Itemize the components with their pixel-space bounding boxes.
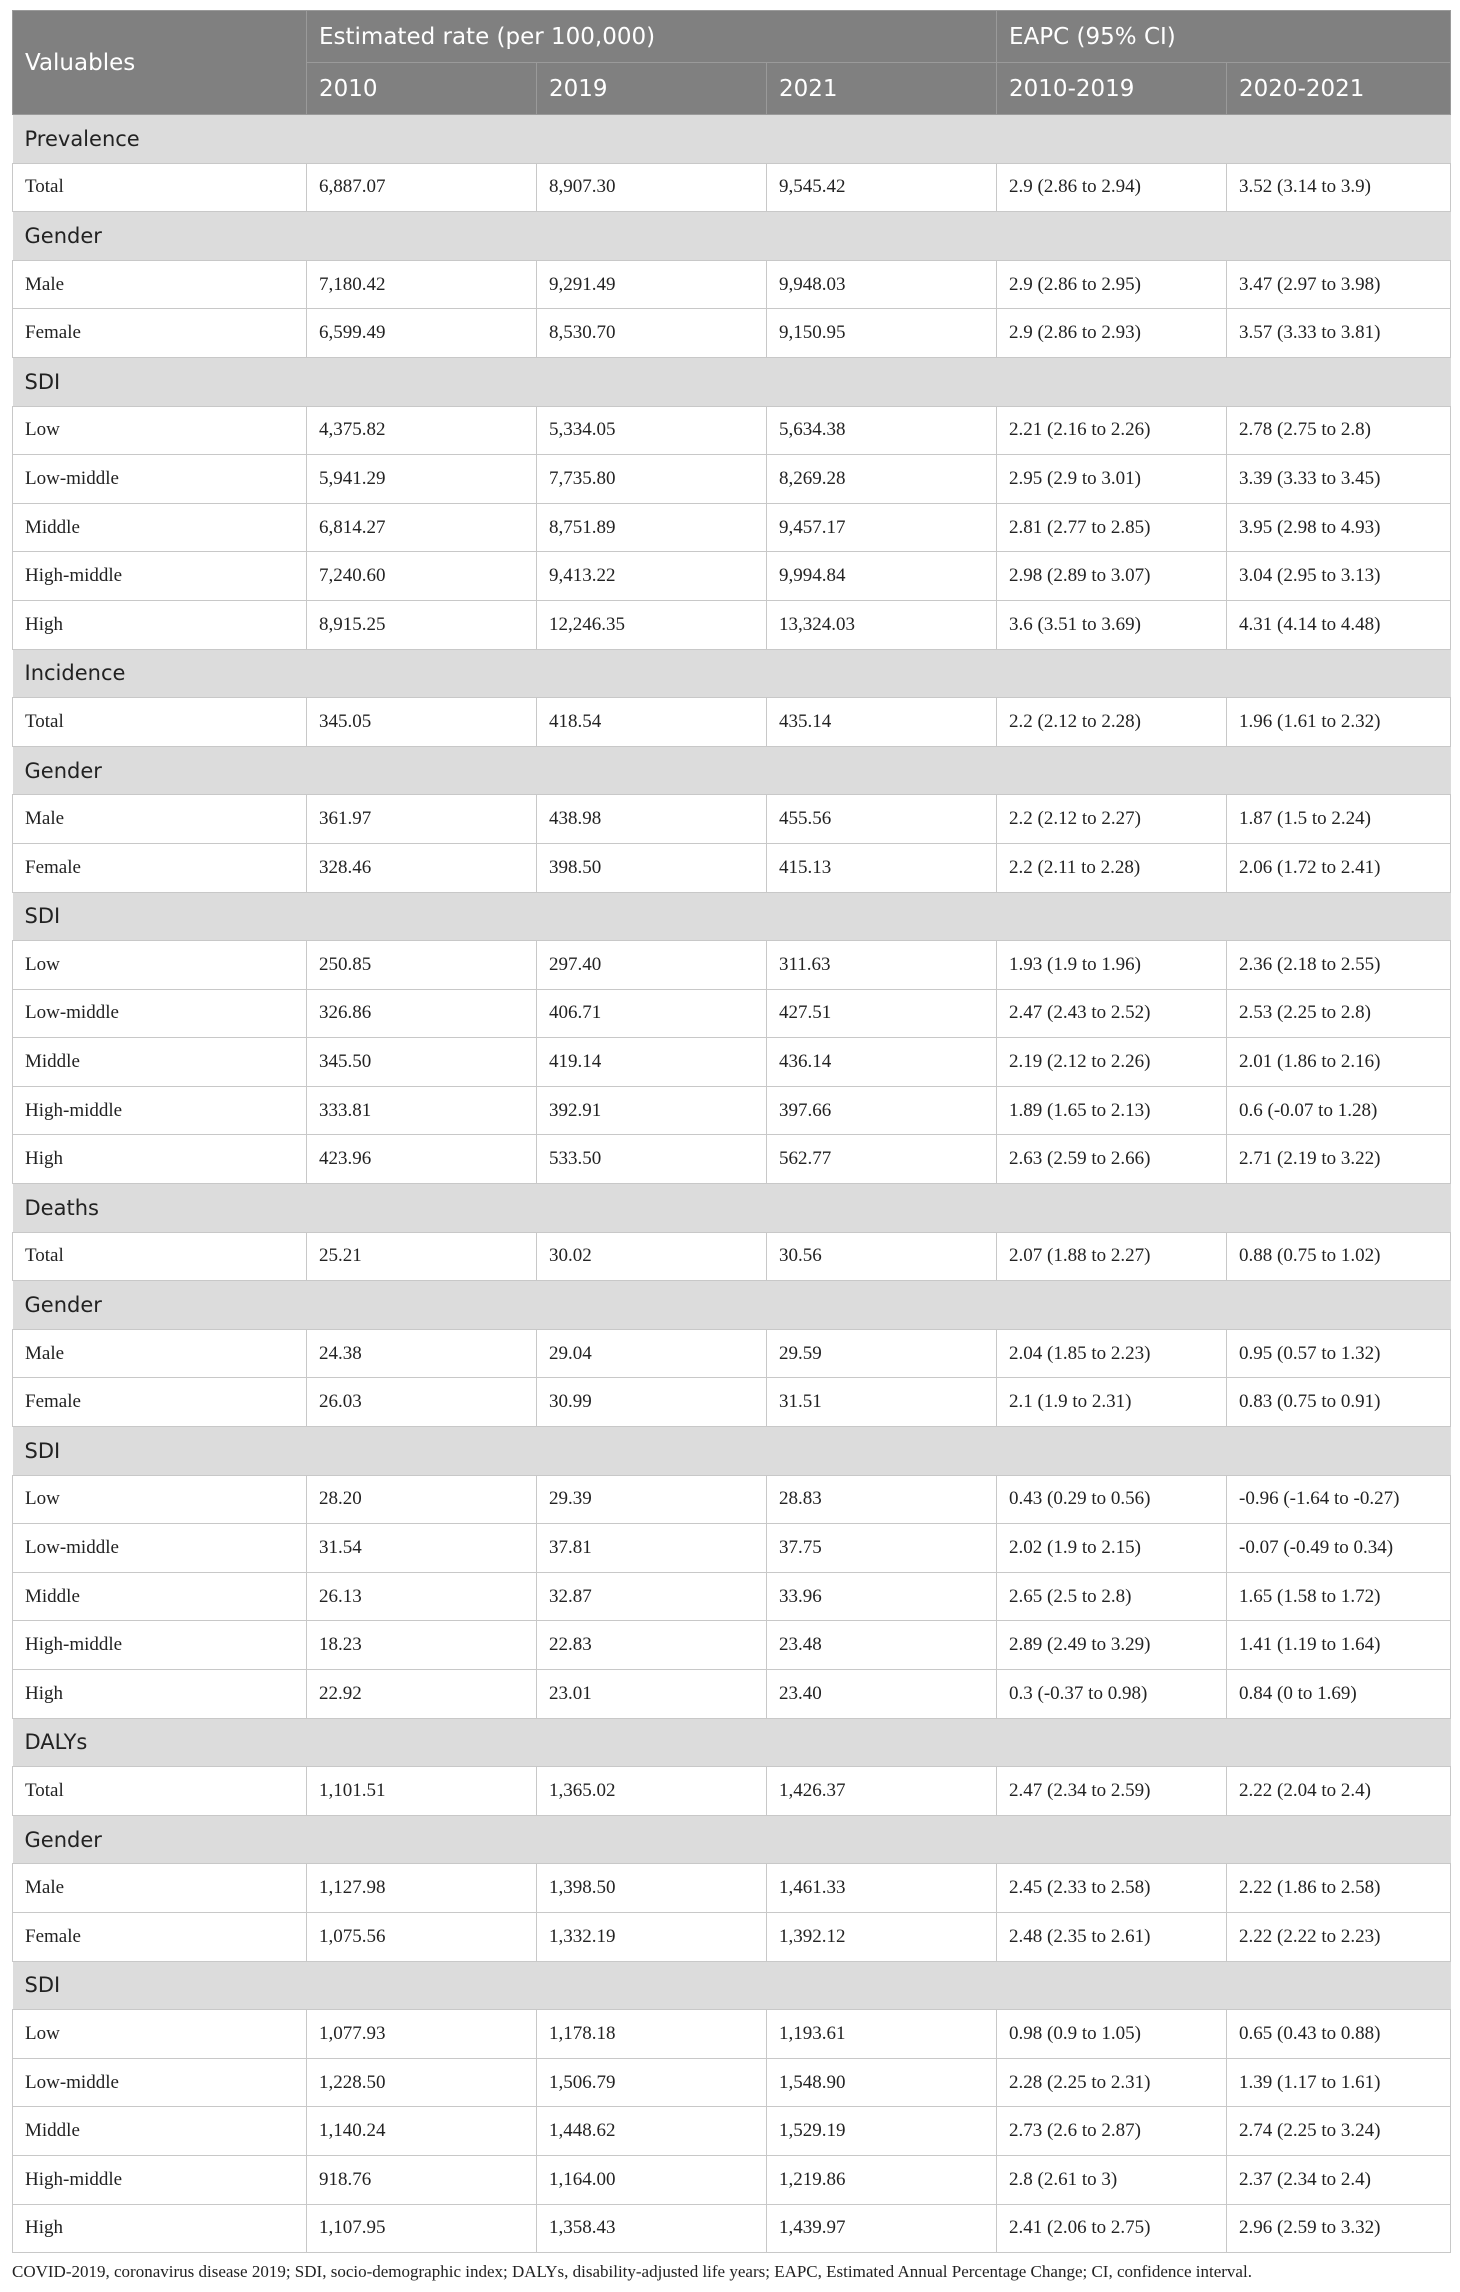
table-cell: 328.46 xyxy=(307,843,537,892)
table-cell: 2.63 (2.59 to 2.66) xyxy=(997,1135,1227,1184)
table-cell: 28.20 xyxy=(307,1475,537,1524)
table-cell: 345.50 xyxy=(307,1038,537,1087)
table-cell: 3.95 (2.98 to 4.93) xyxy=(1227,503,1451,552)
subsection-title: SDI xyxy=(13,357,1451,406)
table-cell: 326.86 xyxy=(307,989,537,1038)
row-label: Low-middle xyxy=(13,989,307,1038)
table-cell: 438.98 xyxy=(537,795,767,844)
table-cell: 2.07 (1.88 to 2.27) xyxy=(997,1232,1227,1281)
table-cell: 2.73 (2.6 to 2.87) xyxy=(997,2107,1227,2156)
table-cell: 2.89 (2.49 to 3.29) xyxy=(997,1621,1227,1670)
subsection-title: SDI xyxy=(13,892,1451,941)
row-label: Total xyxy=(13,1232,307,1281)
table-cell: 435.14 xyxy=(767,698,997,747)
table-cell: 2.47 (2.43 to 2.52) xyxy=(997,989,1227,1038)
table-row xyxy=(13,455,1451,504)
section-row xyxy=(13,1718,1451,1767)
table-cell: 1,461.33 xyxy=(767,1864,997,1913)
table-cell: 2.2 (2.11 to 2.28) xyxy=(997,843,1227,892)
table-cell: 37.75 xyxy=(767,1524,997,1573)
row-label: Low xyxy=(13,406,307,455)
table-row xyxy=(13,1572,1451,1621)
table-cell: 0.43 (0.29 to 0.56) xyxy=(997,1475,1227,1524)
row-label: Female xyxy=(13,1912,307,1961)
table-cell: 1,228.50 xyxy=(307,2058,537,2107)
table-cell: 2.22 (1.86 to 2.58) xyxy=(1227,1864,1451,1913)
subsection-row xyxy=(13,1281,1451,1330)
row-label: Male xyxy=(13,1864,307,1913)
table-cell: 1,448.62 xyxy=(537,2107,767,2156)
table-row xyxy=(13,1038,1451,1087)
table-cell: 2.98 (2.89 to 3.07) xyxy=(997,552,1227,601)
row-label: Low xyxy=(13,941,307,990)
table-cell: 398.50 xyxy=(537,843,767,892)
table-cell: 392.91 xyxy=(537,1086,767,1135)
table-cell: 4,375.82 xyxy=(307,406,537,455)
row-label: Female xyxy=(13,843,307,892)
table-cell: 418.54 xyxy=(537,698,767,747)
table-cell: 1,365.02 xyxy=(537,1767,767,1816)
table-cell: 2.41 (2.06 to 2.75) xyxy=(997,2204,1227,2253)
table-cell: 2.71 (2.19 to 3.22) xyxy=(1227,1135,1451,1184)
row-label: Low-middle xyxy=(13,455,307,504)
table-cell: 3.47 (2.97 to 3.98) xyxy=(1227,260,1451,309)
table-cell: -0.07 (-0.49 to 0.34) xyxy=(1227,1524,1451,1573)
row-label: High-middle xyxy=(13,552,307,601)
table-cell: 12,246.35 xyxy=(537,600,767,649)
table-cell: 1,358.43 xyxy=(537,2204,767,2253)
table-cell: 1.93 (1.9 to 1.96) xyxy=(997,941,1227,990)
header-eapc: EAPC (95% CI) xyxy=(997,11,1451,63)
table-cell: 9,948.03 xyxy=(767,260,997,309)
table-cell: 455.56 xyxy=(767,795,997,844)
table-cell: 22.83 xyxy=(537,1621,767,1670)
header-2019: 2019 xyxy=(537,63,767,115)
table-cell: 427.51 xyxy=(767,989,997,1038)
table-cell: 3.57 (3.33 to 3.81) xyxy=(1227,309,1451,358)
table-cell: 415.13 xyxy=(767,843,997,892)
table-cell: 2.2 (2.12 to 2.28) xyxy=(997,698,1227,747)
section-row xyxy=(13,1184,1451,1233)
section-title: Incidence xyxy=(13,649,1451,698)
table-cell: 1,529.19 xyxy=(767,2107,997,2156)
table-cell: 3.39 (3.33 to 3.45) xyxy=(1227,455,1451,504)
row-label: High-middle xyxy=(13,2155,307,2204)
table-cell: 7,735.80 xyxy=(537,455,767,504)
table-cell: 3.04 (2.95 to 3.13) xyxy=(1227,552,1451,601)
table-row xyxy=(13,260,1451,309)
row-label: High xyxy=(13,1670,307,1719)
table-cell: 13,324.03 xyxy=(767,600,997,649)
row-label: Male xyxy=(13,795,307,844)
row-label: Male xyxy=(13,1329,307,1378)
subsection-title: Gender xyxy=(13,1281,1451,1330)
table-cell: 2.53 (2.25 to 2.8) xyxy=(1227,989,1451,1038)
table-row xyxy=(13,552,1451,601)
table-cell: 1.65 (1.58 to 1.72) xyxy=(1227,1572,1451,1621)
table-cell: 419.14 xyxy=(537,1038,767,1087)
row-label: Middle xyxy=(13,503,307,552)
table-cell: 6,887.07 xyxy=(307,163,537,212)
table-cell: 7,180.42 xyxy=(307,260,537,309)
table-cell: 2.02 (1.9 to 2.15) xyxy=(997,1524,1227,1573)
table-cell: 2.04 (1.85 to 2.23) xyxy=(997,1329,1227,1378)
table-row xyxy=(13,600,1451,649)
table-cell: -0.96 (-1.64 to -0.27) xyxy=(1227,1475,1451,1524)
table-cell: 26.13 xyxy=(307,1572,537,1621)
row-label: Total xyxy=(13,1767,307,1816)
table-row xyxy=(13,843,1451,892)
table-cell: 1,140.24 xyxy=(307,2107,537,2156)
table-cell: 9,150.95 xyxy=(767,309,997,358)
subsection-title: SDI xyxy=(13,1427,1451,1476)
table-cell: 1,332.19 xyxy=(537,1912,767,1961)
table-row xyxy=(13,1378,1451,1427)
table-cell: 2.8 (2.61 to 3) xyxy=(997,2155,1227,2204)
table-cell: 0.65 (0.43 to 0.88) xyxy=(1227,2010,1451,2059)
row-label: Male xyxy=(13,260,307,309)
row-label: Total xyxy=(13,163,307,212)
table-cell: 28.83 xyxy=(767,1475,997,1524)
table-cell: 250.85 xyxy=(307,941,537,990)
table-row xyxy=(13,941,1451,990)
table-header xyxy=(13,11,1451,115)
table-cell: 1,219.86 xyxy=(767,2155,997,2204)
row-label: Middle xyxy=(13,2107,307,2156)
table-cell: 333.81 xyxy=(307,1086,537,1135)
table-row xyxy=(13,1621,1451,1670)
subsection-row xyxy=(13,892,1451,941)
table-cell: 436.14 xyxy=(767,1038,997,1087)
table-body xyxy=(13,115,1451,2253)
table-cell: 9,457.17 xyxy=(767,503,997,552)
table-row xyxy=(13,698,1451,747)
table-cell: 2.28 (2.25 to 2.31) xyxy=(997,2058,1227,2107)
table-row xyxy=(13,406,1451,455)
table-cell: 1,101.51 xyxy=(307,1767,537,1816)
header-valuables: Valuables xyxy=(13,11,307,115)
table-row xyxy=(13,2155,1451,2204)
row-label: Middle xyxy=(13,1038,307,1087)
table-cell: 1.87 (1.5 to 2.24) xyxy=(1227,795,1451,844)
table-cell: 2.78 (2.75 to 2.8) xyxy=(1227,406,1451,455)
table-row xyxy=(13,2204,1451,2253)
row-label: High-middle xyxy=(13,1621,307,1670)
row-label: Female xyxy=(13,309,307,358)
table-cell: 32.87 xyxy=(537,1572,767,1621)
table-row xyxy=(13,1670,1451,1719)
table-cell: 2.9 (2.86 to 2.93) xyxy=(997,309,1227,358)
table-cell: 1,178.18 xyxy=(537,2010,767,2059)
table-cell: 2.48 (2.35 to 2.61) xyxy=(997,1912,1227,1961)
header-2010: 2010 xyxy=(307,63,537,115)
table-cell: 5,334.05 xyxy=(537,406,767,455)
table-cell: 2.9 (2.86 to 2.94) xyxy=(997,163,1227,212)
row-label: Middle xyxy=(13,1572,307,1621)
table-cell: 6,599.49 xyxy=(307,309,537,358)
table-cell: 1.39 (1.17 to 1.61) xyxy=(1227,2058,1451,2107)
table-cell: 9,413.22 xyxy=(537,552,767,601)
row-label: Low-middle xyxy=(13,1524,307,1573)
table-cell: 297.40 xyxy=(537,941,767,990)
row-label: Female xyxy=(13,1378,307,1427)
table-row xyxy=(13,795,1451,844)
table-row xyxy=(13,1524,1451,1573)
table-cell: 397.66 xyxy=(767,1086,997,1135)
table-cell: 0.83 (0.75 to 0.91) xyxy=(1227,1378,1451,1427)
table-row xyxy=(13,2058,1451,2107)
table-cell: 1,506.79 xyxy=(537,2058,767,2107)
subsection-title: Gender xyxy=(13,212,1451,261)
table-cell: 23.48 xyxy=(767,1621,997,1670)
table-cell: 1,077.93 xyxy=(307,2010,537,2059)
table-cell: 1,392.12 xyxy=(767,1912,997,1961)
table-row xyxy=(13,1475,1451,1524)
table-cell: 2.1 (1.9 to 2.31) xyxy=(997,1378,1227,1427)
table-cell: 30.99 xyxy=(537,1378,767,1427)
table-cell: 9,291.49 xyxy=(537,260,767,309)
table-cell: 4.31 (4.14 to 4.48) xyxy=(1227,600,1451,649)
header-2021: 2021 xyxy=(767,63,997,115)
table-row xyxy=(13,163,1451,212)
table-cell: 8,530.70 xyxy=(537,309,767,358)
data-table xyxy=(12,10,1451,2253)
section-title: Prevalence xyxy=(13,115,1451,164)
table-cell: 1,164.00 xyxy=(537,2155,767,2204)
table-cell: 5,941.29 xyxy=(307,455,537,504)
table-cell: 2.96 (2.59 to 3.32) xyxy=(1227,2204,1451,2253)
table-cell: 31.51 xyxy=(767,1378,997,1427)
table-cell: 23.40 xyxy=(767,1670,997,1719)
table-cell: 1.89 (1.65 to 2.13) xyxy=(997,1086,1227,1135)
table-cell: 2.37 (2.34 to 2.4) xyxy=(1227,2155,1451,2204)
table-cell: 8,751.89 xyxy=(537,503,767,552)
table-cell: 2.06 (1.72 to 2.41) xyxy=(1227,843,1451,892)
header-eapc-2010-2019: 2010-2019 xyxy=(997,63,1227,115)
table-row xyxy=(13,1135,1451,1184)
table-row xyxy=(13,1864,1451,1913)
table-cell: 26.03 xyxy=(307,1378,537,1427)
table-cell: 29.04 xyxy=(537,1329,767,1378)
table-cell: 31.54 xyxy=(307,1524,537,1573)
table-cell: 2.74 (2.25 to 3.24) xyxy=(1227,2107,1451,2156)
table-cell: 33.96 xyxy=(767,1572,997,1621)
table-cell: 2.9 (2.86 to 2.95) xyxy=(997,260,1227,309)
section-title: Deaths xyxy=(13,1184,1451,1233)
row-label: Low xyxy=(13,2010,307,2059)
subsection-title: SDI xyxy=(13,1961,1451,2010)
table-cell: 2.2 (2.12 to 2.27) xyxy=(997,795,1227,844)
table-row xyxy=(13,989,1451,1038)
table-cell: 361.97 xyxy=(307,795,537,844)
table-cell: 7,240.60 xyxy=(307,552,537,601)
table-cell: 0.6 (-0.07 to 1.28) xyxy=(1227,1086,1451,1135)
table-row xyxy=(13,1329,1451,1378)
table-cell: 1.41 (1.19 to 1.64) xyxy=(1227,1621,1451,1670)
table-cell: 29.39 xyxy=(537,1475,767,1524)
table-cell: 2.47 (2.34 to 2.59) xyxy=(997,1767,1227,1816)
table-cell: 3.6 (3.51 to 3.69) xyxy=(997,600,1227,649)
table-cell: 6,814.27 xyxy=(307,503,537,552)
table-footnote: COVID-2019, coronavirus disease 2019; SDI, socio-demographic index; DALYs, disability-adjusted life years; EAPC, Estimated Annual Percentage Change; CI, confidence interval. xyxy=(12,2262,1252,2281)
table-cell: 1,127.98 xyxy=(307,1864,537,1913)
subsection-row xyxy=(13,1427,1451,1476)
table-cell: 23.01 xyxy=(537,1670,767,1719)
table-row xyxy=(13,309,1451,358)
subsection-title: Gender xyxy=(13,746,1451,795)
table-cell: 2.95 (2.9 to 3.01) xyxy=(997,455,1227,504)
subsection-row xyxy=(13,1815,1451,1864)
subsection-row xyxy=(13,357,1451,406)
table-cell: 1,398.50 xyxy=(537,1864,767,1913)
table-cell: 0.98 (0.9 to 1.05) xyxy=(997,2010,1227,2059)
table-cell: 2.81 (2.77 to 2.85) xyxy=(997,503,1227,552)
table-cell: 1,426.37 xyxy=(767,1767,997,1816)
table-cell: 345.05 xyxy=(307,698,537,747)
table-cell: 3.52 (3.14 to 3.9) xyxy=(1227,163,1451,212)
table-row xyxy=(13,1232,1451,1281)
row-label: High xyxy=(13,2204,307,2253)
table-row xyxy=(13,503,1451,552)
table-row xyxy=(13,1086,1451,1135)
table-cell: 8,907.30 xyxy=(537,163,767,212)
row-label: Total xyxy=(13,698,307,747)
section-row xyxy=(13,115,1451,164)
table-cell: 5,634.38 xyxy=(767,406,997,455)
row-label: High-middle xyxy=(13,1086,307,1135)
table-row xyxy=(13,1912,1451,1961)
table-cell: 29.59 xyxy=(767,1329,997,1378)
table-cell: 0.3 (-0.37 to 0.98) xyxy=(997,1670,1227,1719)
header-eapc-2020-2021: 2020-2021 xyxy=(1227,63,1451,115)
table-cell: 2.22 (2.04 to 2.4) xyxy=(1227,1767,1451,1816)
table-cell: 0.95 (0.57 to 1.32) xyxy=(1227,1329,1451,1378)
table-cell: 9,545.42 xyxy=(767,163,997,212)
table-cell: 9,994.84 xyxy=(767,552,997,601)
table-cell: 2.22 (2.22 to 2.23) xyxy=(1227,1912,1451,1961)
table-cell: 2.65 (2.5 to 2.8) xyxy=(997,1572,1227,1621)
table-cell: 30.02 xyxy=(537,1232,767,1281)
row-label: Low xyxy=(13,1475,307,1524)
row-label: High xyxy=(13,600,307,649)
table-cell: 1,548.90 xyxy=(767,2058,997,2107)
subsection-row xyxy=(13,212,1451,261)
table-cell: 18.23 xyxy=(307,1621,537,1670)
table-cell: 0.84 (0 to 1.69) xyxy=(1227,1670,1451,1719)
table-row xyxy=(13,2107,1451,2156)
subsection-title: Gender xyxy=(13,1815,1451,1864)
table-cell: 22.92 xyxy=(307,1670,537,1719)
table-cell: 8,915.25 xyxy=(307,600,537,649)
row-label: Low-middle xyxy=(13,2058,307,2107)
table-cell: 2.01 (1.86 to 2.16) xyxy=(1227,1038,1451,1087)
table-cell: 2.36 (2.18 to 2.55) xyxy=(1227,941,1451,990)
table-cell: 423.96 xyxy=(307,1135,537,1184)
row-label: High xyxy=(13,1135,307,1184)
subsection-row xyxy=(13,1961,1451,2010)
table-cell: 1,075.56 xyxy=(307,1912,537,1961)
table-cell: 562.77 xyxy=(767,1135,997,1184)
table-cell: 2.21 (2.16 to 2.26) xyxy=(997,406,1227,455)
table-cell: 533.50 xyxy=(537,1135,767,1184)
table-cell: 1,193.61 xyxy=(767,2010,997,2059)
table-cell: 25.21 xyxy=(307,1232,537,1281)
table-cell: 406.71 xyxy=(537,989,767,1038)
table-row xyxy=(13,1767,1451,1816)
section-title: DALYs xyxy=(13,1718,1451,1767)
table-row xyxy=(13,2010,1451,2059)
table-cell: 1,439.97 xyxy=(767,2204,997,2253)
table-cell: 1,107.95 xyxy=(307,2204,537,2253)
table-cell: 2.19 (2.12 to 2.26) xyxy=(997,1038,1227,1087)
header-estimated-rate: Estimated rate (per 100,000) xyxy=(307,11,997,63)
section-row xyxy=(13,649,1451,698)
table-cell: 37.81 xyxy=(537,1524,767,1573)
table-cell: 1.96 (1.61 to 2.32) xyxy=(1227,698,1451,747)
table-cell: 8,269.28 xyxy=(767,455,997,504)
subsection-row xyxy=(13,746,1451,795)
table-cell: 2.45 (2.33 to 2.58) xyxy=(997,1864,1227,1913)
table-cell: 0.88 (0.75 to 1.02) xyxy=(1227,1232,1451,1281)
table-cell: 30.56 xyxy=(767,1232,997,1281)
table-cell: 24.38 xyxy=(307,1329,537,1378)
table-cell: 918.76 xyxy=(307,2155,537,2204)
table-cell: 311.63 xyxy=(767,941,997,990)
